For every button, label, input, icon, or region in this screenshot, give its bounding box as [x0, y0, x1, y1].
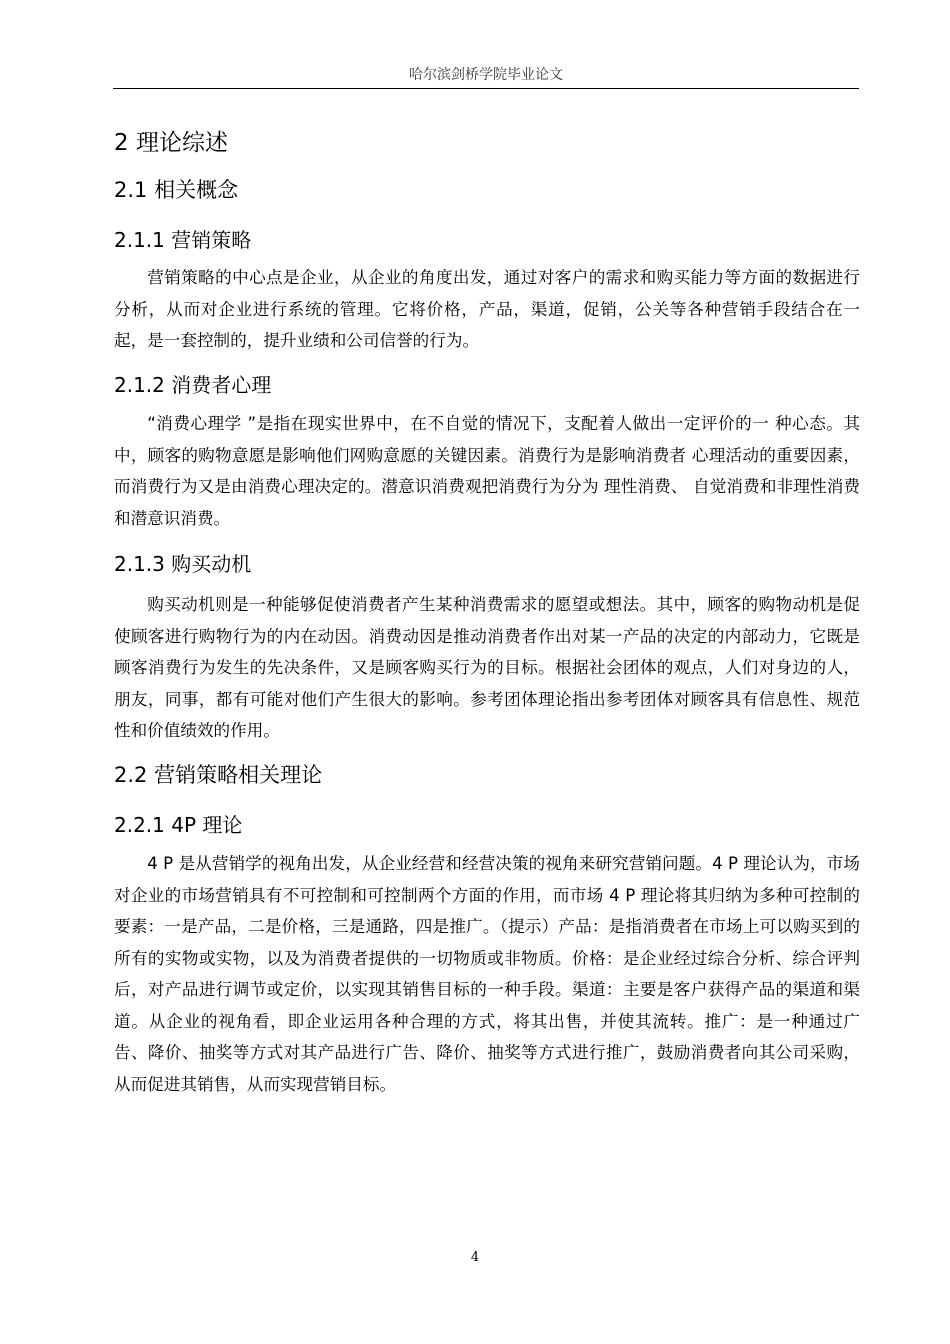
section-2-1-1-paragraph: 营销策略的中心点是企业，从企业的角度出发，通过对客户的需求和购买能力等方面的数据进行分析，从而对企业进行系统的管理。它将价格，产品，渠道，促销，公关等各种营销手段结合在一起，是一套控制的，提升业绩和公司信誉的行为。: [114, 268, 860, 350]
section-2-1-3-title: 2.1.3 购买动机: [114, 552, 252, 576]
header-rule: [113, 88, 859, 89]
section-2-1-2-title: 2.1.2 消费者心理: [114, 373, 272, 397]
section-2-2-title: 2.2 营销策略相关理论: [114, 763, 323, 787]
chapter-title: 2 理论综述: [114, 130, 228, 156]
page-number: 4: [470, 1250, 480, 1265]
section-2-1-3-paragraph: 购买动机则是一种能够促使消费者产生某种消费需求的愿望或想法。其中，顾客的购物动机是促使顾客进行购物行为的内在动因。消费动因是推动消费者作出对某一产品的决定的内部动力，它既是顾客消费行为发生的先决条件，又是顾客购买行为的目标。根据社会团体的观点，人们对身边的人，朋友，同事，都有可能对他们产生很大的影响。参考团体理论指出参考团体对顾客具有信息性、规范性和价值绩效的作用。: [114, 595, 860, 740]
section-2-1-1-title: 2.1.1 营销策略: [114, 228, 252, 252]
section-2-2-1-title: 2.2.1 4P 理论: [114, 813, 243, 837]
section-2-2-1-paragraph: 4 P 是从营销学的视角出发，从企业经营和经营决策的视角来研究营销问题。4 P 理论认为，市场对企业的市场营销具有不可控制和可控制两个方面的作用，而市场 4 P 理论将其归纳为多种可控制的要素：一是产品，二是价格，三是通路，四是推广。（提示）产品：是指消费者在市场上可以购买到的所有的实物或实物，以及为消费者提供的一切物质或非物质。价格：是企业经过综合分析、综合评判后，对产品进行调节或定价，以实现其销售目标的一种手段。渠道：主要是客户获得产品的渠道和渠道。从企业的视角看，即企业运用各种合理的方式，将其出售，并使其流转。推广：是一种通过广告、降价、抽奖等方式对其产品进行广告、降价、抽奖等方式进行推广，鼓励消费者向其公司采购，从而促进其销售，从而实现营销目标。: [114, 854, 860, 1094]
section-2-1-title: 2.1 相关概念: [114, 178, 239, 202]
section-2-1-2-paragraph: “消费心理学 ”是指在现实世界中，在不自觉的情况下，支配着人做出一定评价的一 种心态。其中，顾客的购物意愿是影响他们网购意愿的关键因素。消费行为是影响消费者 心理活动的重要因素，而消费行为又是由消费心理决定的。潜意识消费观把消费行为分为 理性消费、 自觉消费和非理性消费和潜意识消费。: [114, 414, 860, 528]
page-header: 哈尔滨剑桥学院毕业论文: [409, 67, 563, 83]
